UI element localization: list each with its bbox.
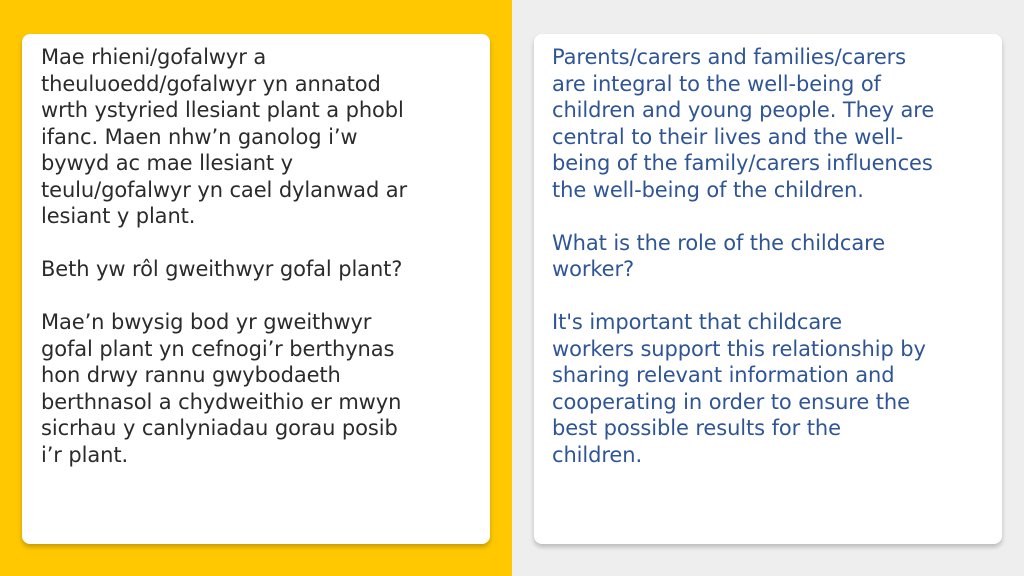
welsh-text-card (22, 34, 490, 544)
english-paragraph-question: What is the role of the childcare worker? (552, 230, 886, 281)
welsh-paragraph-intro: Mae rhieni/gofalwyr a theuluoedd/gofalwyr yn annatod wrth ystyried llesiant plant a phobl ifanc. Maen nhw’n ganolog i’w bywyd ac mae llesiant y teulu/gofalwyr yn cael dylanwad ar lesiant y plant. (41, 45, 408, 228)
english-paragraph-answer: It's important that childcare workers support this relationship by sharing relevant information and cooperating in order to ensure the best possible results for the children. (552, 310, 926, 467)
welsh-paragraph-answer: Mae’n bwysig bod yr gweithwyr gofal plant yn cefnogi’r berthynas hon drwy rannu gwybodaeth berthnasol a chydweithio er mwyn sicrhau y canlyniadau gorau posib i’r plant. (41, 310, 402, 467)
english-text-card (534, 34, 1002, 544)
english-paragraph-intro: Parents/carers and families/carers are integral to the well-being of children and young people. They are central to their lives and the well- being of the family/carers influences the well-being of the children. (552, 45, 935, 202)
welsh-paragraph-question: Beth yw rôl gweithwyr gofal plant? (41, 257, 403, 281)
